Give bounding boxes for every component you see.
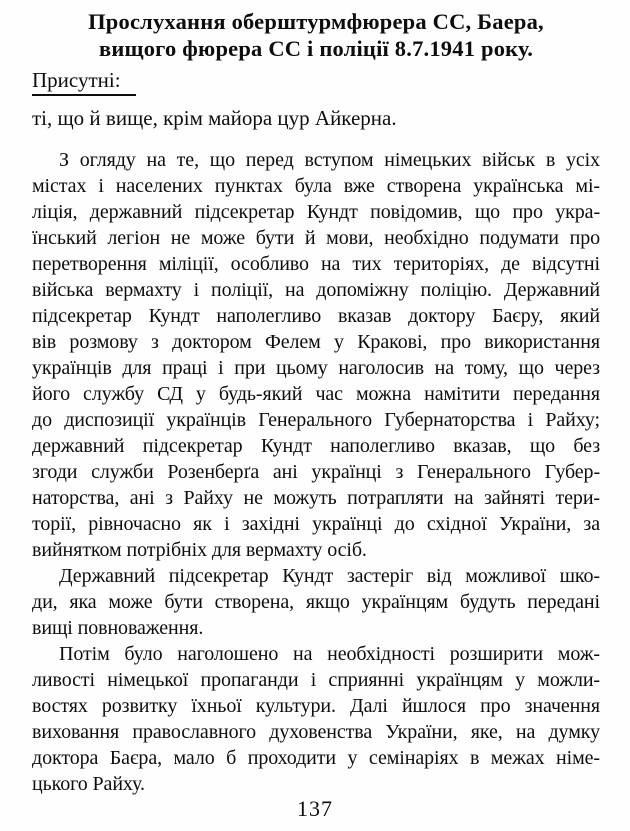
present-heading: Присутні: [32, 69, 136, 96]
text-line: війська вермахту і поліції, на допоміжну поліцію. Державний [32, 279, 600, 301]
text-line: цького Райху. [32, 773, 145, 795]
text-line: його службу СД у будь-який час можна намітити передання [32, 383, 600, 405]
text-line: перетворення міліції, особливо на тих територіях, де відсутні [32, 253, 600, 275]
text-line: містах і населених пунктах була вже створена українська мі- [32, 175, 600, 197]
present-row [32, 69, 600, 96]
paragraph-3 [32, 641, 600, 797]
text-line: ди, яка може бути створена, якщо українцям будуть передані [32, 591, 600, 613]
text-line: доктора Баєра, мало б проходити у семінаріях в межах німе- [32, 747, 600, 769]
text-line: З огляду на те, що перед вступом німецьких військ в усіх [59, 149, 600, 171]
document-title [32, 8, 600, 62]
text-line: Державний підсекретар Кундт застеріг від можливої шко- [59, 565, 600, 587]
text-line: до диспозиції українців Генерального Губернаторства і Райху; [32, 409, 600, 431]
text-line: вів розмову з доктором Фелем у Кракові, про використання [32, 331, 600, 353]
text-line: ливості німецької пропаганди і сприянні українцям у можли- [32, 669, 600, 691]
text-line: згоди служби Розенберґа ані українці з Генерального Губер- [32, 461, 600, 483]
body-text [32, 147, 600, 797]
text-line: державний підсекретар Кундт наполегливо вказав, що без [32, 435, 600, 457]
title-line-1: Прослухання оберштурмфюрера СС, Баера, [88, 9, 544, 34]
paragraph-2 [32, 563, 600, 641]
text-line: підсекретар Кундт наполегливо вказав доктору Баєру, який [32, 305, 600, 327]
text-line: українців для праці і при цьому наголосив на тому, що через [32, 357, 600, 379]
text-line: ліція, державний підсекретар Кундт повідомив, що про укра- [32, 201, 600, 223]
text-line: виховання православного духовенства України, яке, на думку [32, 721, 600, 743]
text-line: востях розвитку їхньої культури. Далі йшлося про значення [32, 695, 600, 717]
text-line: торії, рівночасно як і західні українці до східної України, за [32, 513, 600, 535]
paragraph-1 [32, 147, 600, 563]
text-line: Потім було наголошено на необхідності розширити мож- [59, 643, 600, 665]
page-number: 137 [297, 796, 333, 821]
present-value: ті, що й вище, крім майора цур Айкерна. [32, 106, 397, 130]
title-line-2: вищого фюрера СС і поліції 8.7.1941 року. [98, 36, 534, 61]
text-line: наторства, ані з Райху не можуть потрапляти на зайняті тери- [32, 487, 600, 509]
text-line: їнський легіон не може бути й мови, необхідно подумати про [32, 227, 600, 249]
text-line: вищі повноваження. [32, 617, 204, 639]
text-line: вийнятком потрібніх для вермахту осіб. [32, 539, 367, 561]
